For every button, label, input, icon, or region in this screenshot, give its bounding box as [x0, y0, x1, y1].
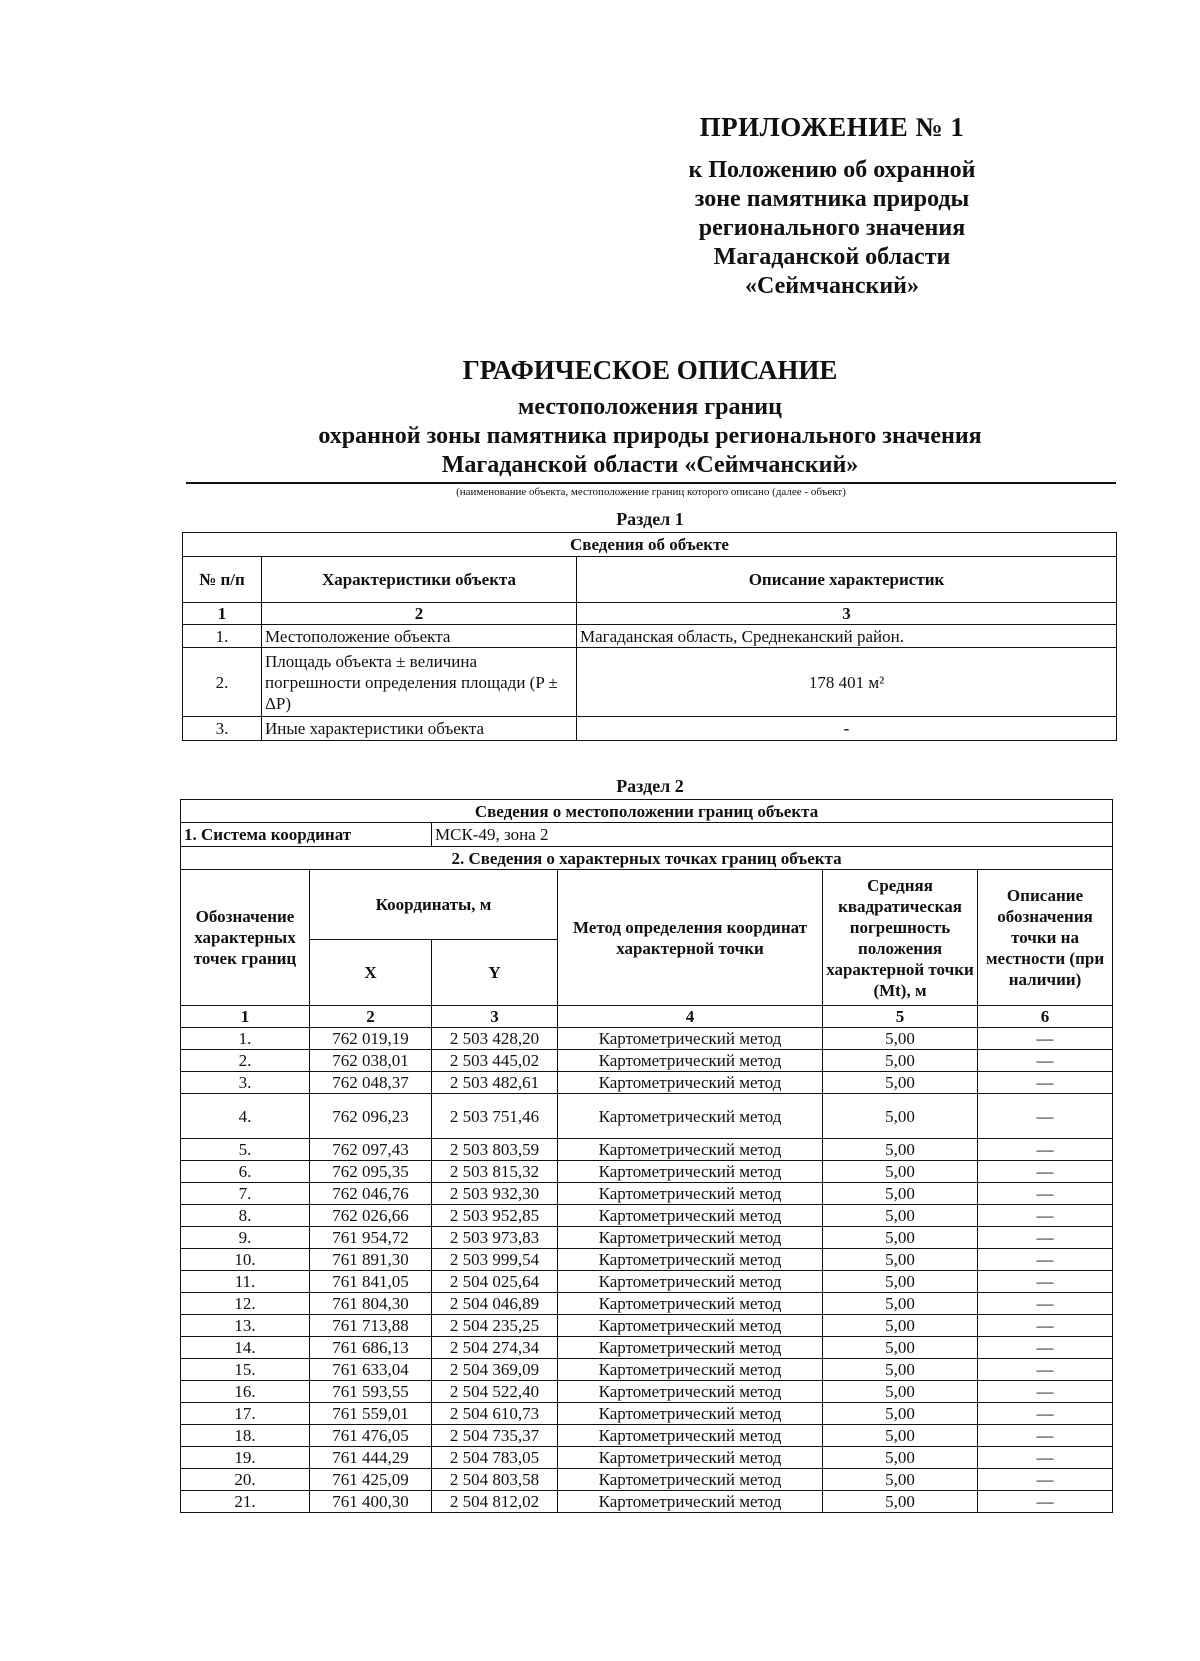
coord-y: 2 504 274,34: [432, 1337, 558, 1359]
point-label: 17.: [181, 1403, 310, 1425]
coord-y: 2 503 428,20: [432, 1028, 558, 1050]
coord-y: 2 504 610,73: [432, 1403, 558, 1425]
table-row: [181, 1161, 1113, 1183]
col-header-error: Средняя квадратическая погрешность положения характерной точки (Mt), м: [823, 870, 978, 1006]
mean-error: 5,00: [823, 1227, 978, 1249]
marker-description: —: [978, 1050, 1113, 1072]
mean-error: 5,00: [823, 1161, 978, 1183]
method: Картометрический метод: [558, 1161, 823, 1183]
coord-y: 2 504 046,89: [432, 1293, 558, 1315]
appendix-line: регионального значения: [698, 215, 966, 241]
mean-error: 5,00: [823, 1050, 978, 1072]
coord-y: 2 503 973,83: [432, 1227, 558, 1249]
coord-x: 761 841,05: [310, 1271, 432, 1293]
mean-error: 5,00: [823, 1205, 978, 1227]
appendix-line: зоне памятника природы: [694, 186, 970, 212]
method: Картометрический метод: [558, 1205, 823, 1227]
table-row: [181, 1337, 1113, 1359]
coord-x: 761 593,55: [310, 1381, 432, 1403]
coord-x: 762 097,43: [310, 1139, 432, 1161]
mean-error: 5,00: [823, 1425, 978, 1447]
coord-y: 2 504 522,40: [432, 1381, 558, 1403]
method: Картометрический метод: [558, 1028, 823, 1050]
point-label: 21.: [181, 1491, 310, 1513]
marker-description: —: [978, 1183, 1113, 1205]
method: Картометрический метод: [558, 1293, 823, 1315]
points-body: [181, 1028, 1113, 1513]
marker-description: —: [978, 1359, 1113, 1381]
marker-description: —: [978, 1447, 1113, 1469]
coord-x: 761 891,30: [310, 1249, 432, 1271]
point-label: 16.: [181, 1381, 310, 1403]
coord-y: 2 504 735,37: [432, 1425, 558, 1447]
object-note: (наименование объекта, местоположение границ которого описано (далее - объект): [456, 486, 846, 498]
marker-description: —: [978, 1028, 1113, 1050]
coord-x: 761 400,30: [310, 1491, 432, 1513]
marker-description: —: [978, 1094, 1113, 1139]
coord-x: 762 026,66: [310, 1205, 432, 1227]
row-description: 178 401 м²: [577, 648, 1117, 717]
marker-description: —: [978, 1205, 1113, 1227]
coord-x: 762 048,37: [310, 1072, 432, 1094]
coord-y: 2 504 235,25: [432, 1315, 558, 1337]
coord-x: 762 038,01: [310, 1050, 432, 1072]
coord-y: 2 504 025,64: [432, 1271, 558, 1293]
document-subtitle: [180, 393, 1120, 480]
marker-description: —: [978, 1249, 1113, 1271]
method: Картометрический метод: [558, 1139, 823, 1161]
appendix-line: к Положению об охранной: [688, 157, 976, 183]
point-label: 9.: [181, 1227, 310, 1249]
row-characteristic: Местоположение объекта: [262, 625, 577, 648]
coord-y: 2 503 482,61: [432, 1072, 558, 1094]
appendix-line: «Сеймчанский»: [745, 273, 919, 299]
point-label: 8.: [181, 1205, 310, 1227]
coord-x: 761 804,30: [310, 1293, 432, 1315]
table-row: [181, 1359, 1113, 1381]
section1-table-title: Сведения об объекте: [183, 533, 1117, 557]
col-header-characteristic: Характеристики объекта: [262, 557, 577, 603]
marker-description: —: [978, 1403, 1113, 1425]
table-row: [181, 1315, 1113, 1337]
col-header-coordinates: Координаты, м: [310, 870, 558, 940]
coord-x: 761 633,04: [310, 1359, 432, 1381]
coord-y: 2 503 815,32: [432, 1161, 558, 1183]
point-label: 13.: [181, 1315, 310, 1337]
row-num: 3.: [183, 717, 262, 741]
coord-system-value: МСК-49, зона 2: [432, 823, 1113, 847]
method: Картометрический метод: [558, 1094, 823, 1139]
table-row: [181, 1249, 1113, 1271]
table-row: [181, 1227, 1113, 1249]
col-header-marker: Описание обозначения точки на местности (при наличии): [978, 870, 1113, 1006]
col-header-y: Y: [432, 940, 558, 1006]
point-label: 1.: [181, 1028, 310, 1050]
col-header-x: X: [310, 940, 432, 1006]
marker-description: —: [978, 1315, 1113, 1337]
point-label: 5.: [181, 1139, 310, 1161]
marker-description: —: [978, 1271, 1113, 1293]
point-label: 18.: [181, 1425, 310, 1447]
col-index: 6: [978, 1006, 1113, 1028]
point-label: 7.: [181, 1183, 310, 1205]
mean-error: 5,00: [823, 1249, 978, 1271]
coord-x: 761 425,09: [310, 1469, 432, 1491]
method: Картометрический метод: [558, 1425, 823, 1447]
table-row: [181, 1381, 1113, 1403]
marker-description: —: [978, 1337, 1113, 1359]
coord-x: 762 046,76: [310, 1183, 432, 1205]
mean-error: 5,00: [823, 1139, 978, 1161]
col-index: 2: [310, 1006, 432, 1028]
marker-description: —: [978, 1072, 1113, 1094]
table-row: [181, 1183, 1113, 1205]
method: Картометрический метод: [558, 1315, 823, 1337]
method: Картометрический метод: [558, 1271, 823, 1293]
coord-y: 2 503 445,02: [432, 1050, 558, 1072]
col-index: 1: [183, 603, 262, 625]
points-table-title: 2. Сведения о характерных точках границ объекта: [181, 847, 1113, 870]
mean-error: 5,00: [823, 1469, 978, 1491]
table-row: [181, 1403, 1113, 1425]
col-index: 4: [558, 1006, 823, 1028]
mean-error: 5,00: [823, 1183, 978, 1205]
appendix-title: ПРИЛОЖЕНИЕ № 1: [699, 112, 965, 142]
point-label: 10.: [181, 1249, 310, 1271]
method: Картометрический метод: [558, 1249, 823, 1271]
table-row: [181, 1050, 1113, 1072]
table-row: [181, 1491, 1113, 1513]
point-label: 11.: [181, 1271, 310, 1293]
marker-description: —: [978, 1293, 1113, 1315]
col-header-point: Обозначение характерных точек границ: [181, 870, 310, 1006]
table-row: [181, 1293, 1113, 1315]
mean-error: 5,00: [823, 1359, 978, 1381]
table-row: [181, 1205, 1113, 1227]
coord-y: 2 504 783,05: [432, 1447, 558, 1469]
coord-x: 761 476,05: [310, 1425, 432, 1447]
table-row: [181, 1271, 1113, 1293]
point-label: 2.: [181, 1050, 310, 1072]
col-header-num: № п/п: [183, 557, 262, 603]
subtitle-line: местоположения границ: [518, 394, 782, 420]
row-characteristic: Иные характеристики объекта: [262, 717, 577, 741]
section1-heading: Раздел 1: [616, 509, 684, 529]
row-characteristic: Площадь объекта ± величина погрешности определения площади (P ± ΔP): [262, 648, 577, 717]
method: Картометрический метод: [558, 1381, 823, 1403]
subtitle-line: Магаданской области «Сеймчанский»: [441, 452, 859, 478]
col-index: 1: [181, 1006, 310, 1028]
coord-x: 761 713,88: [310, 1315, 432, 1337]
coord-y: 2 503 952,85: [432, 1205, 558, 1227]
coord-system-label: 1. Система координат: [181, 823, 432, 847]
col-index: 3: [577, 603, 1117, 625]
coord-x: 761 686,13: [310, 1337, 432, 1359]
method: Картометрический метод: [558, 1491, 823, 1513]
appendix-line: Магаданской области: [713, 244, 951, 270]
document-title: ГРАФИЧЕСКОЕ ОПИСАНИЕ: [462, 355, 838, 385]
point-label: 6.: [181, 1161, 310, 1183]
point-label: 12.: [181, 1293, 310, 1315]
point-label: 20.: [181, 1469, 310, 1491]
section2-heading: Раздел 2: [616, 776, 684, 796]
section2-table: [180, 799, 1113, 1513]
mean-error: 5,00: [823, 1491, 978, 1513]
marker-description: —: [978, 1227, 1113, 1249]
mean-error: 5,00: [823, 1094, 978, 1139]
coord-y: 2 504 369,09: [432, 1359, 558, 1381]
coord-x: 762 019,19: [310, 1028, 432, 1050]
row-description: -: [577, 717, 1117, 741]
row-num: 2.: [183, 648, 262, 717]
point-label: 15.: [181, 1359, 310, 1381]
mean-error: 5,00: [823, 1315, 978, 1337]
mean-error: 5,00: [823, 1447, 978, 1469]
col-header-description: Описание характеристик: [577, 557, 1117, 603]
object-underline: [186, 482, 1116, 484]
coord-x: 762 096,23: [310, 1094, 432, 1139]
table-row: [183, 625, 1117, 648]
method: Картометрический метод: [558, 1183, 823, 1205]
point-label: 14.: [181, 1337, 310, 1359]
point-label: 19.: [181, 1447, 310, 1469]
method: Картометрический метод: [558, 1072, 823, 1094]
method: Картометрический метод: [558, 1227, 823, 1249]
method: Картометрический метод: [558, 1403, 823, 1425]
row-num: 1.: [183, 625, 262, 648]
point-label: 3.: [181, 1072, 310, 1094]
coord-x: 761 444,29: [310, 1447, 432, 1469]
col-index: 2: [262, 603, 577, 625]
coord-y: 2 504 803,58: [432, 1469, 558, 1491]
method: Картометрический метод: [558, 1337, 823, 1359]
table-row: [181, 1139, 1113, 1161]
point-label: 4.: [181, 1094, 310, 1139]
method: Картометрический метод: [558, 1359, 823, 1381]
marker-description: —: [978, 1381, 1113, 1403]
mean-error: 5,00: [823, 1337, 978, 1359]
table-row: [183, 648, 1117, 717]
col-index: 3: [432, 1006, 558, 1028]
method: Картометрический метод: [558, 1050, 823, 1072]
marker-description: —: [978, 1491, 1113, 1513]
marker-description: —: [978, 1425, 1113, 1447]
coord-y: 2 503 803,59: [432, 1139, 558, 1161]
marker-description: —: [978, 1161, 1113, 1183]
col-index: 5: [823, 1006, 978, 1028]
table-row: [181, 1094, 1113, 1139]
mean-error: 5,00: [823, 1381, 978, 1403]
table-row: [181, 1028, 1113, 1050]
row-description: Магаданская область, Среднеканский район.: [577, 625, 1117, 648]
mean-error: 5,00: [823, 1072, 978, 1094]
marker-description: —: [978, 1469, 1113, 1491]
table-row: [181, 1425, 1113, 1447]
method: Картометрический метод: [558, 1469, 823, 1491]
coord-x: 762 095,35: [310, 1161, 432, 1183]
coord-x: 761 954,72: [310, 1227, 432, 1249]
mean-error: 5,00: [823, 1293, 978, 1315]
coord-y: 2 503 999,54: [432, 1249, 558, 1271]
coord-y: 2 503 932,30: [432, 1183, 558, 1205]
col-header-method: Метод определения координат характерной точки: [558, 870, 823, 1006]
appendix-header: [612, 112, 1052, 301]
table-row: [181, 1469, 1113, 1491]
mean-error: 5,00: [823, 1028, 978, 1050]
table-row: [181, 1072, 1113, 1094]
coord-x: 761 559,01: [310, 1403, 432, 1425]
table-row: [183, 717, 1117, 741]
coord-y: 2 503 751,46: [432, 1094, 558, 1139]
subtitle-line: охранной зоны памятника природы регионального значения: [318, 423, 982, 449]
marker-description: —: [978, 1139, 1113, 1161]
table-row: [181, 1447, 1113, 1469]
mean-error: 5,00: [823, 1271, 978, 1293]
mean-error: 5,00: [823, 1403, 978, 1425]
coord-y: 2 504 812,02: [432, 1491, 558, 1513]
section2-table-title: Сведения о местоположении границ объекта: [181, 800, 1113, 823]
method: Картометрический метод: [558, 1447, 823, 1469]
section1-table: [182, 532, 1117, 741]
